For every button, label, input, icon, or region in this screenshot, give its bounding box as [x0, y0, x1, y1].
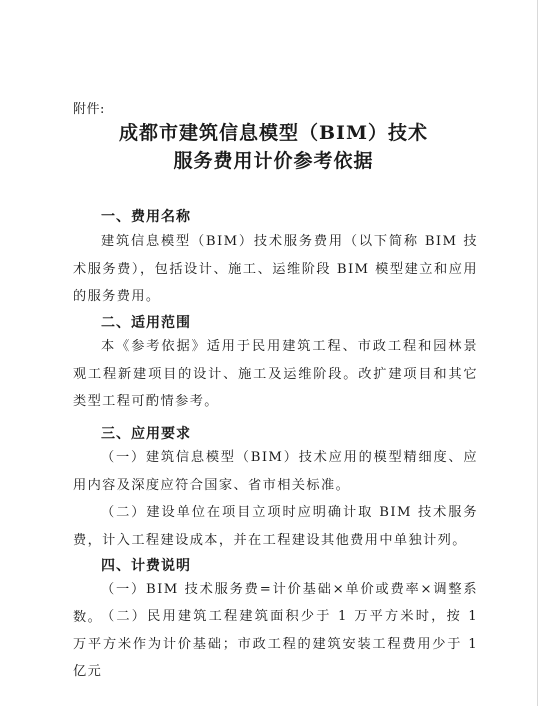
- section-heading-billing: 四、计费说明: [101, 558, 191, 574]
- section-heading-requirements: 三、应用要求: [101, 426, 191, 442]
- section-paragraph: （二）建设单位在项目立项时应明确计取 BIM 技术服务费，计入工程建设成本，并在工程建设其他费用中单独计列。: [73, 505, 478, 548]
- page-edge-divider: [537, 0, 538, 706]
- attachment-label: 附件:: [73, 102, 105, 117]
- section-paragraph: 建筑信息模型（BIM）技术服务费用（以下简称 BIM 技术服务费），包括设计、施工、运维阶段 BIM 模型建立和应用的服务费用。: [73, 234, 478, 304]
- section-paragraph: （一）建筑信息模型（BIM）技术应用的模型精细度、应用内容及深度应符合国家、省市相关标准。: [73, 450, 478, 493]
- section-heading-scope: 二、适用范围: [101, 315, 191, 331]
- document-title-line-1: 成都市建筑信息模型（BIM）技术: [119, 122, 428, 144]
- section-paragraph: 本《参考依据》适用于民用建筑工程、市政工程和园林景观工程新建项目的设计、施工及运维阶段。改扩建项目和其它类型工程可酌情参考。: [73, 339, 478, 409]
- section-paragraph: （二）民用建筑工程建筑面积少于 1 万平方米时，按 1 万平方米作为计价基础；市政工程的建筑安装工程费用少于 1 亿元: [73, 609, 478, 679]
- section-paragraph: （一）BIM 技术服务费=计价基础×单价或费率×调整系数。: [73, 582, 478, 625]
- document-title-line-2: 服务费用计价参考依据: [173, 150, 374, 172]
- section-heading-fee-name: 一、费用名称: [101, 209, 191, 225]
